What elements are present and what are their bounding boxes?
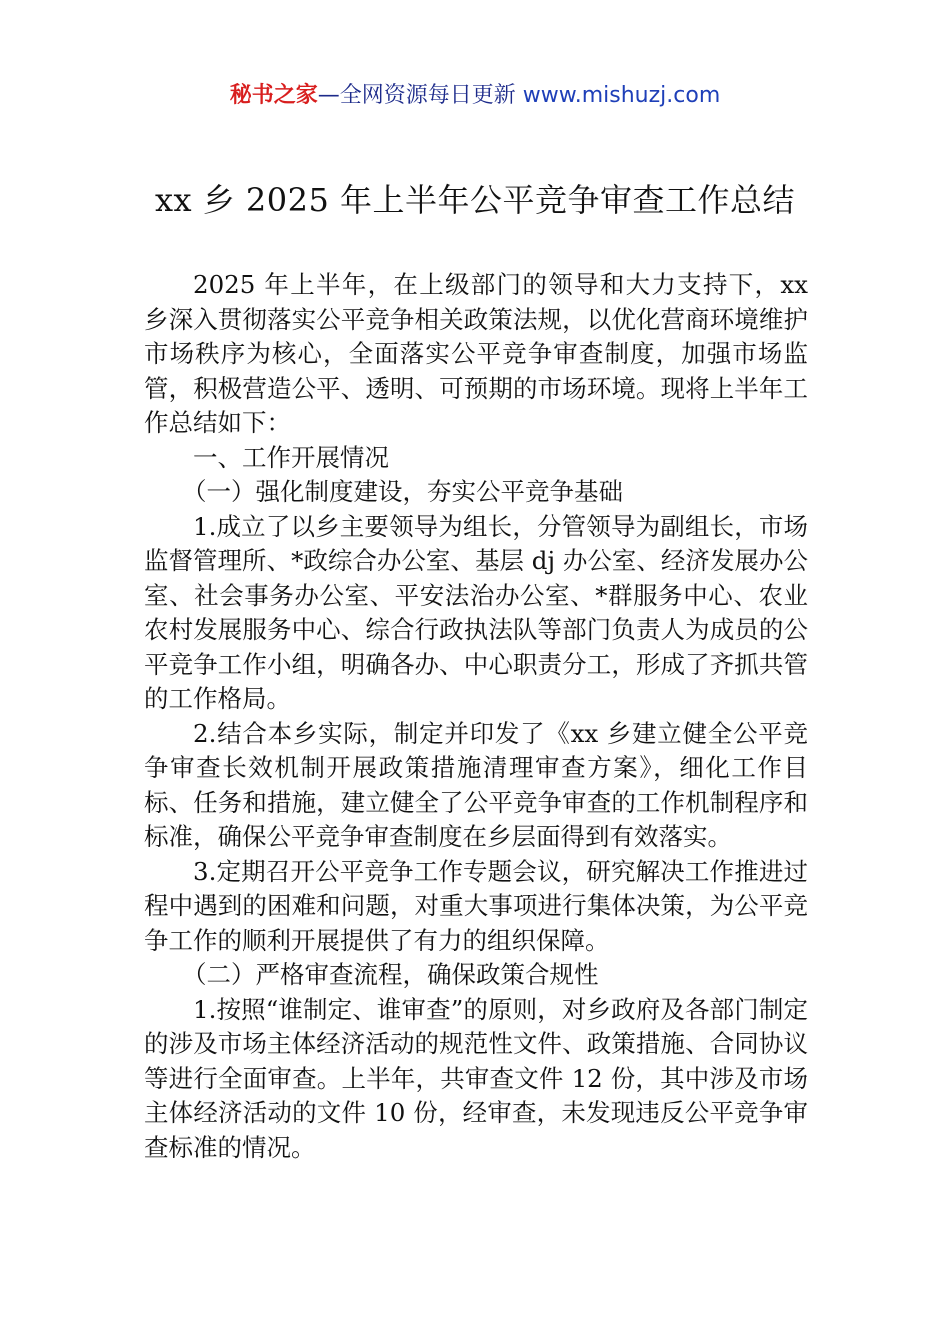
site-header [0, 80, 950, 112]
body-paragraph: 1.按照“谁制定、谁审查”的原则，对乡政府及各部门制定的涉及市场主体经济活动的规范性文件、政策措施、合同协议等进行全面审查。上半年，共审查文件 12 份，其中涉及市场主体经济活动的文件 10 份，经审查，未发现违反公平竞争审查标准的情况。 [144, 994, 808, 1162]
body-paragraph: 3.定期召开公平竞争工作专题会议，研究解决工作推进过程中遇到的困难和问题，对重大事项进行集体决策，为公平竞争工作的顺利开展提供了有力的组织保障。 [144, 856, 808, 955]
section-heading: 一、工作开展情况 [193, 442, 389, 472]
body-paragraph: 1.成立了以乡主要领导为组长，分管领导为副组长，市场监督管理所、*政综合办公室、基层 dj 办公室、经济发展办公室、社会事务办公室、平安法治办公室、*群服务中心、农业农村发展服务中心、综合行政执法队等部门负责人为成员的公平竞争工作小组，明确各办、中心职责分工，形成了齐抓共管的工作格局。 [144, 511, 808, 713]
site-tagline: —全网资源每日更新 [317, 83, 523, 108]
intro-paragraph: 2025 年上半年，在上级部门的领导和大力支持下，xx 乡深入贯彻落实公平竞争相关政策法规，以优化营商环境维护市场秩序为核心，全面落实公平竞争审查制度，加强市场监管，积极营造公平、透明、可预期的市场环境。现将上半年工作总结如下： [144, 270, 808, 437]
subsection-heading: （二）严格审查流程，确保政策合规性 [182, 960, 599, 989]
site-url-link[interactable]: www.mishuzj.com [522, 83, 721, 108]
subsection-heading: （一）强化制度建设，夯实公平竞争基础 [182, 477, 623, 506]
site-brand: 秘书之家 [229, 83, 318, 108]
document-title: xx 乡 2025 年上半年公平竞争审查工作总结 [154, 181, 796, 219]
body-paragraph: 2.结合本乡实际，制定并印发了《xx 乡建立健全公平竞争审查长效机制开展政策措施清理审查方案》，细化工作目标、任务和措施，建立健全了公平竞争审查的工作机制程序和标准，确保公平竞争审查制度在乡层面得到有效落实。 [144, 718, 808, 851]
document-body [144, 268, 808, 1165]
